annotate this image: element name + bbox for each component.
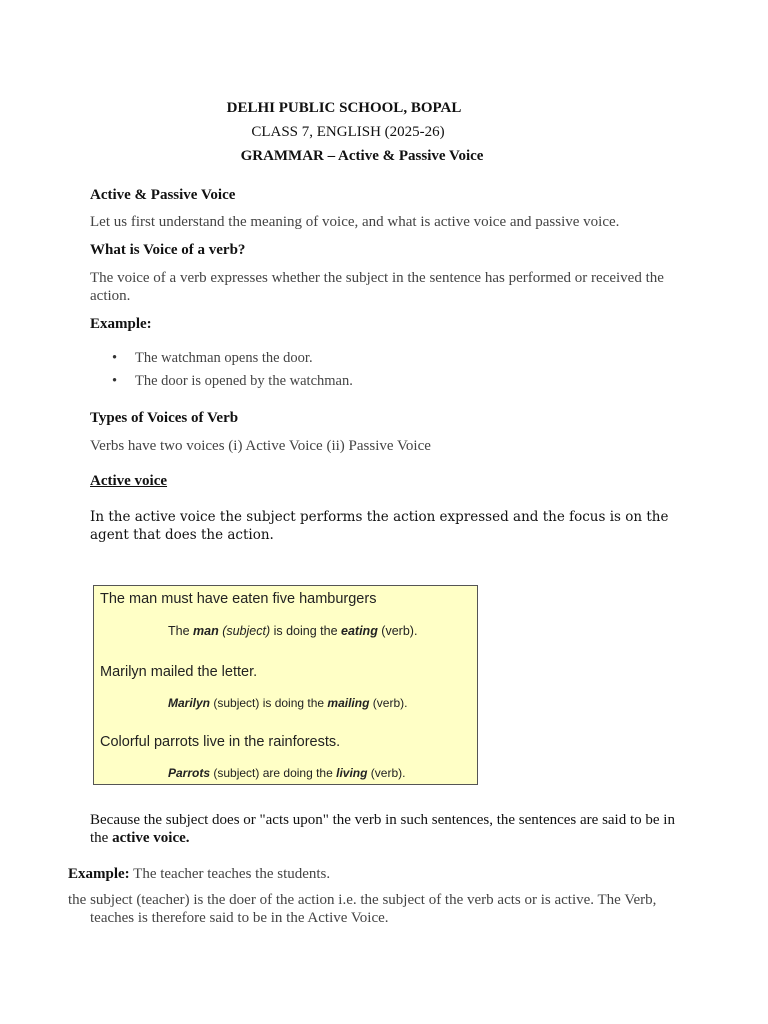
figure-sentence-2: Marilyn mailed the letter. (100, 664, 258, 680)
figure-note-3: Parrots (subject) are doing the living (verb). (168, 766, 406, 780)
active-text: In the active voice the subject performs the action expressed and the focus is on the agent that does the action. (90, 509, 669, 543)
example2 (68, 865, 678, 883)
example1-list (90, 349, 353, 395)
class-line: CLASS 7, ENGLISH (2025-26) (251, 124, 445, 140)
topic-title: GRAMMAR – Active & Passive Voice (240, 148, 484, 164)
example2-text: The teacher teaches the students. (129, 866, 331, 882)
figure-sentence-1: The man must have eaten five hamburgers (100, 591, 377, 607)
figure-note-2: Marilyn (subject) is doing the mailing (verb). (168, 696, 408, 710)
voice-def-heading: What is Voice of a verb? (90, 242, 246, 258)
school-name: DELHI PUBLIC SCHOOL, BOPAL (226, 100, 462, 116)
active-voice-figure (93, 585, 478, 785)
example1-label: Example: (90, 316, 152, 332)
types-heading: Types of Voices of Verb (90, 410, 239, 426)
figure-note-1: The man (subject) is doing the eating (verb). (168, 624, 418, 638)
types-text: Verbs have two voices (i) Active Voice (ii) Passive Voice (90, 438, 431, 454)
voice-def-text: The voice of a verb expresses whether the subject in the sentence has performed or received the action. (90, 270, 664, 304)
explain-text: the subject (teacher) is the doer of the action i.e. the subject of the verb acts or is active. The Verb, teaches is therefore said to be in the Active Voice. (68, 892, 657, 926)
intro-heading: Active & Passive Voice (90, 187, 236, 203)
because-text: Because the subject does or "acts upon" the verb in such sentences, the sentences are said to be in the active voice. (90, 812, 675, 846)
list-item: • The door is opened by the watchman. (90, 372, 353, 395)
intro-text: Let us first understand the meaning of voice, and what is active voice and passive voice. (90, 214, 620, 230)
figure-sentence-3: Colorful parrots live in the rainforests. (100, 734, 341, 750)
active-heading: Active voice (90, 473, 168, 489)
example2-label: Example: (68, 866, 130, 882)
list-item: • The watchman opens the door. (90, 349, 353, 372)
